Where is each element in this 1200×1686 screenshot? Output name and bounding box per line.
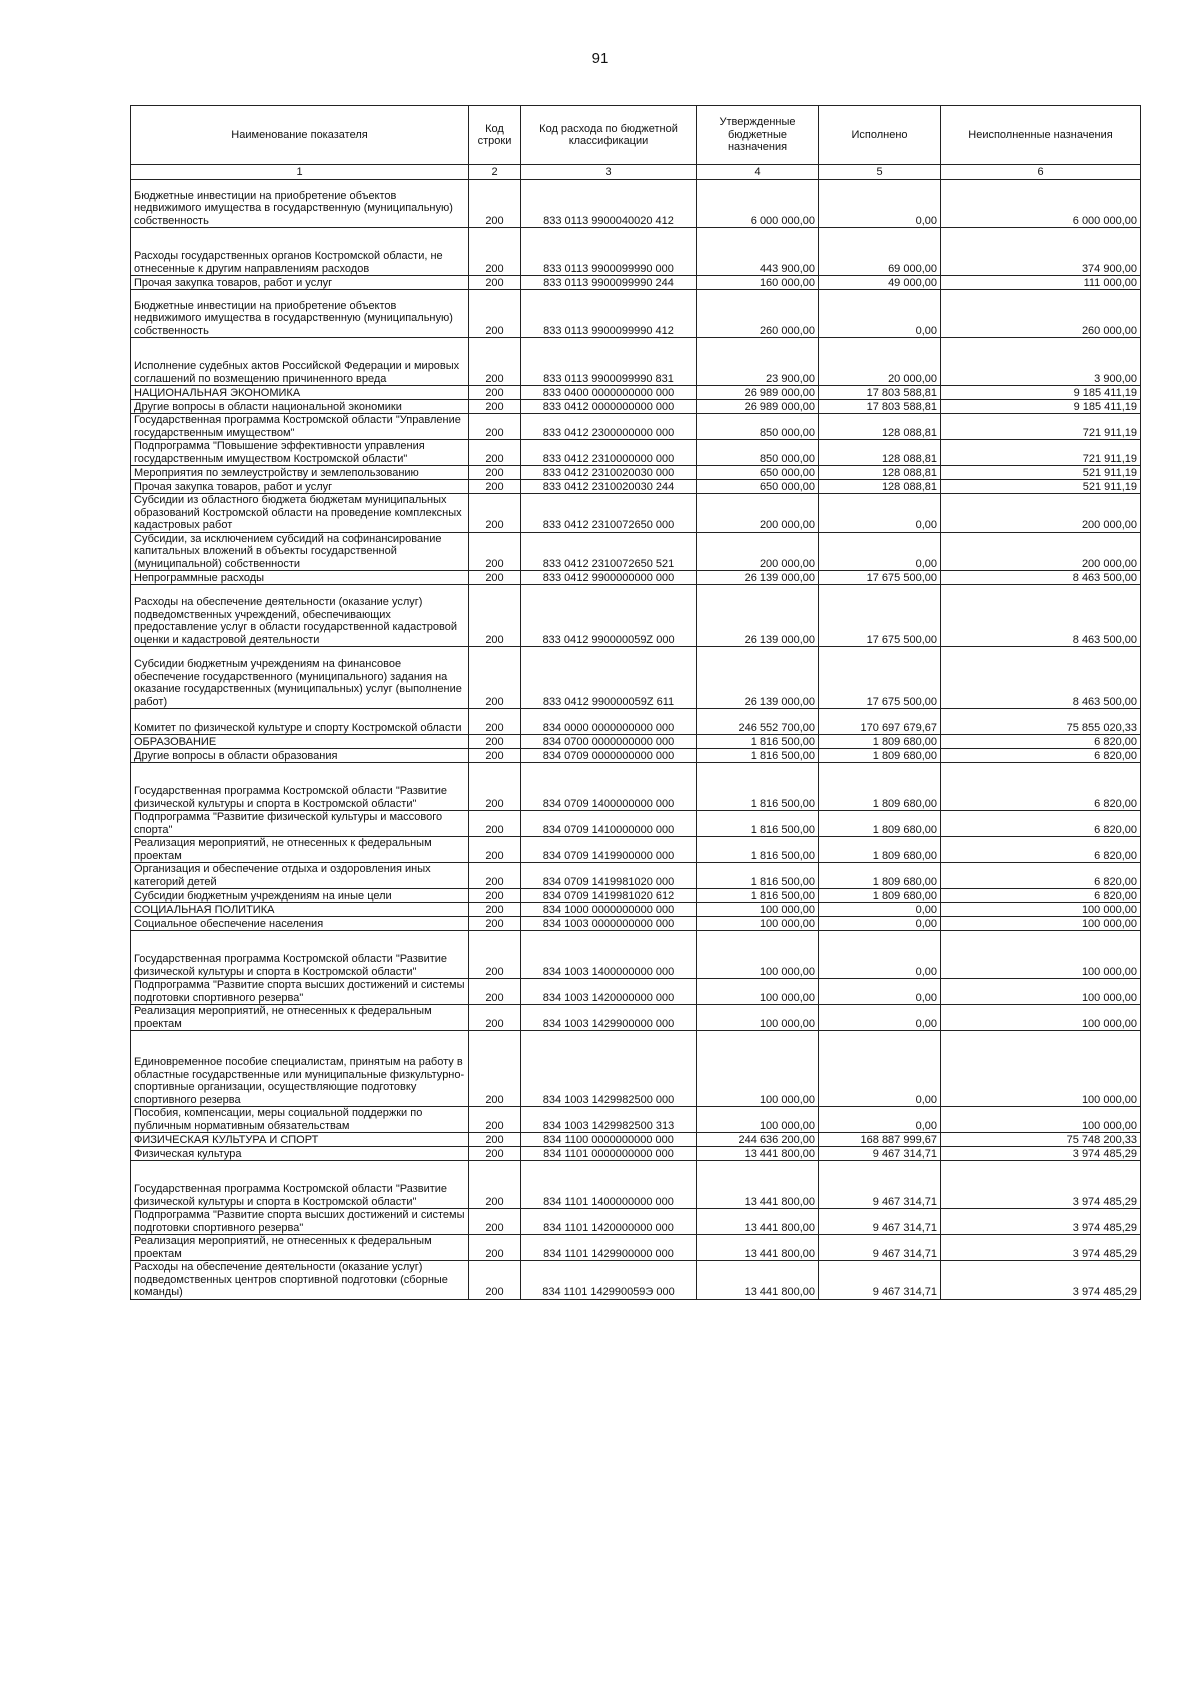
row-unexecuted-amount: 100 000,00 xyxy=(941,1005,1141,1031)
row-approved-amount: 650 000,00 xyxy=(697,480,819,494)
table-row xyxy=(131,585,1141,647)
row-line-code: 200 xyxy=(469,837,521,863)
row-line-code: 200 xyxy=(469,290,521,338)
row-approved-amount: 100 000,00 xyxy=(697,1005,819,1031)
row-name: ФИЗИЧЕСКАЯ КУЛЬТУРА И СПОРТ xyxy=(131,1133,469,1147)
row-executed-amount: 0,00 xyxy=(819,979,941,1005)
row-unexecuted-amount: 6 820,00 xyxy=(941,889,1141,903)
row-executed-amount: 0,00 xyxy=(819,1107,941,1133)
row-approved-amount: 200 000,00 xyxy=(697,532,819,571)
row-executed-amount: 17 675 500,00 xyxy=(819,571,941,585)
header-classification: Код расхода по бюджетной классификации xyxy=(521,106,697,165)
table-row xyxy=(131,1107,1141,1133)
row-classification-code: 834 1003 1429982500 000 xyxy=(521,1031,697,1107)
table-row xyxy=(131,709,1141,735)
row-line-code: 200 xyxy=(469,917,521,931)
row-approved-amount: 100 000,00 xyxy=(697,903,819,917)
row-unexecuted-amount: 6 820,00 xyxy=(941,763,1141,811)
row-name: Государственная программа Костромской области "Развитие физической культуры и спорта в Костромской области" xyxy=(131,763,469,811)
row-name: Государственная программа Костромской области "Развитие физической культуры и спорта в Костромской области" xyxy=(131,931,469,979)
table-row xyxy=(131,466,1141,480)
row-unexecuted-amount: 9 185 411,19 xyxy=(941,386,1141,400)
row-executed-amount: 1 809 680,00 xyxy=(819,749,941,763)
row-unexecuted-amount: 100 000,00 xyxy=(941,931,1141,979)
row-classification-code: 834 1000 0000000000 000 xyxy=(521,903,697,917)
row-executed-amount: 17 675 500,00 xyxy=(819,647,941,709)
row-line-code: 200 xyxy=(469,1261,521,1300)
row-unexecuted-amount: 6 000 000,00 xyxy=(941,180,1141,228)
row-unexecuted-amount: 100 000,00 xyxy=(941,979,1141,1005)
table-row xyxy=(131,1005,1141,1031)
row-classification-code: 834 1101 1400000000 000 xyxy=(521,1161,697,1209)
row-classification-code: 834 1101 142990059Э 000 xyxy=(521,1261,697,1300)
row-unexecuted-amount: 111 000,00 xyxy=(941,276,1141,290)
row-line-code: 200 xyxy=(469,889,521,903)
row-unexecuted-amount: 521 911,19 xyxy=(941,480,1141,494)
row-unexecuted-amount: 6 820,00 xyxy=(941,863,1141,889)
row-name: Расходы государственных органов Костромской области, не отнесенные к другим направлениям расходов xyxy=(131,228,469,276)
row-classification-code: 833 0412 990000059Z 611 xyxy=(521,647,697,709)
table-row xyxy=(131,931,1141,979)
row-name: Организация и обеспечение отдыха и оздоровления иных категорий детей xyxy=(131,863,469,889)
table-row xyxy=(131,979,1141,1005)
table-row xyxy=(131,532,1141,571)
row-name: Реализация мероприятий, не отнесенных к федеральным проектам xyxy=(131,1235,469,1261)
row-executed-amount: 128 088,81 xyxy=(819,414,941,440)
budget-execution-table xyxy=(130,105,1141,1300)
row-name: Субсидии из областного бюджета бюджетам муниципальных образований Костромской области на проведение комплексных кадастровых работ xyxy=(131,494,469,533)
table-row xyxy=(131,180,1141,228)
column-number-row xyxy=(131,165,1141,180)
row-executed-amount: 0,00 xyxy=(819,180,941,228)
row-executed-amount: 49 000,00 xyxy=(819,276,941,290)
row-name: Расходы на обеспечение деятельности (оказание услуг) подведомственных учреждений, обеспечивающих предоставление услуг в области государственной кадастровой оценки и кадастровой деятельности xyxy=(131,585,469,647)
row-name: Субсидии бюджетным учреждениям на финансовое обеспечение государственного (муниципального) задания на оказание государственных (муниципальных) услуг (выполнение работ) xyxy=(131,647,469,709)
row-classification-code: 833 0400 0000000000 000 xyxy=(521,386,697,400)
row-classification-code: 834 0709 1410000000 000 xyxy=(521,811,697,837)
row-executed-amount: 0,00 xyxy=(819,1031,941,1107)
row-classification-code: 833 0412 990000059Z 000 xyxy=(521,585,697,647)
row-line-code: 200 xyxy=(469,735,521,749)
row-line-code: 200 xyxy=(469,180,521,228)
table-row xyxy=(131,1235,1141,1261)
row-unexecuted-amount: 75 748 200,33 xyxy=(941,1133,1141,1147)
row-classification-code: 834 0700 0000000000 000 xyxy=(521,735,697,749)
row-unexecuted-amount: 260 000,00 xyxy=(941,290,1141,338)
row-approved-amount: 1 816 500,00 xyxy=(697,889,819,903)
table-row xyxy=(131,290,1141,338)
row-name: Подпрограмма "Развитие спорта высших достижений и системы подготовки спортивного резерва" xyxy=(131,979,469,1005)
row-classification-code: 833 0412 2310072650 000 xyxy=(521,494,697,533)
row-unexecuted-amount: 75 855 020,33 xyxy=(941,709,1141,735)
row-executed-amount: 0,00 xyxy=(819,903,941,917)
table-row xyxy=(131,837,1141,863)
table-body xyxy=(131,180,1141,1300)
row-approved-amount: 26 139 000,00 xyxy=(697,571,819,585)
row-classification-code: 833 0113 9900099990 244 xyxy=(521,276,697,290)
row-unexecuted-amount: 6 820,00 xyxy=(941,837,1141,863)
row-executed-amount: 168 887 999,67 xyxy=(819,1133,941,1147)
row-approved-amount: 26 989 000,00 xyxy=(697,386,819,400)
column-number: 6 xyxy=(941,165,1141,180)
row-line-code: 200 xyxy=(469,386,521,400)
row-unexecuted-amount: 100 000,00 xyxy=(941,917,1141,931)
table-row xyxy=(131,647,1141,709)
row-executed-amount: 0,00 xyxy=(819,917,941,931)
row-name: Исполнение судебных актов Российской Федерации и мировых соглашений по возмещению причиненного вреда xyxy=(131,338,469,386)
table-row xyxy=(131,494,1141,533)
row-unexecuted-amount: 8 463 500,00 xyxy=(941,585,1141,647)
row-classification-code: 833 0113 9900040020 412 xyxy=(521,180,697,228)
column-number: 4 xyxy=(697,165,819,180)
row-executed-amount: 0,00 xyxy=(819,931,941,979)
column-number: 3 xyxy=(521,165,697,180)
row-unexecuted-amount: 100 000,00 xyxy=(941,1107,1141,1133)
table-row xyxy=(131,1261,1141,1300)
row-executed-amount: 17 675 500,00 xyxy=(819,585,941,647)
row-classification-code: 834 1101 1429900000 000 xyxy=(521,1235,697,1261)
table-row xyxy=(131,863,1141,889)
row-unexecuted-amount: 6 820,00 xyxy=(941,735,1141,749)
row-approved-amount: 1 816 500,00 xyxy=(697,863,819,889)
row-unexecuted-amount: 3 974 485,29 xyxy=(941,1235,1141,1261)
table-row xyxy=(131,440,1141,466)
row-unexecuted-amount: 100 000,00 xyxy=(941,1031,1141,1107)
table-row xyxy=(131,903,1141,917)
row-approved-amount: 26 139 000,00 xyxy=(697,647,819,709)
column-number: 1 xyxy=(131,165,469,180)
row-approved-amount: 650 000,00 xyxy=(697,466,819,480)
row-line-code: 200 xyxy=(469,338,521,386)
row-classification-code: 834 1003 1400000000 000 xyxy=(521,931,697,979)
row-name: Подпрограмма "Повышение эффективности управления государственным имуществом Костромской области" xyxy=(131,440,469,466)
row-classification-code: 833 0113 9900099990 000 xyxy=(521,228,697,276)
row-classification-code: 834 0709 0000000000 000 xyxy=(521,749,697,763)
row-line-code: 200 xyxy=(469,1031,521,1107)
row-classification-code: 834 0000 0000000000 000 xyxy=(521,709,697,735)
row-unexecuted-amount: 200 000,00 xyxy=(941,532,1141,571)
row-unexecuted-amount: 9 185 411,19 xyxy=(941,400,1141,414)
row-classification-code: 834 0709 1419981020 000 xyxy=(521,863,697,889)
row-approved-amount: 6 000 000,00 xyxy=(697,180,819,228)
row-line-code: 200 xyxy=(469,979,521,1005)
row-name: Субсидии, за исключением субсидий на софинансирование капитальных вложений в объекты государственной (муниципальной) собственности xyxy=(131,532,469,571)
row-name: Другие вопросы в области образования xyxy=(131,749,469,763)
row-executed-amount: 69 000,00 xyxy=(819,228,941,276)
row-classification-code: 834 1003 0000000000 000 xyxy=(521,917,697,931)
row-executed-amount: 170 697 679,67 xyxy=(819,709,941,735)
row-executed-amount: 9 467 314,71 xyxy=(819,1147,941,1161)
row-line-code: 200 xyxy=(469,228,521,276)
row-name: Бюджетные инвестиции на приобретение объектов недвижимого имущества в государственную (муниципальную) собственность xyxy=(131,290,469,338)
row-line-code: 200 xyxy=(469,532,521,571)
row-executed-amount: 9 467 314,71 xyxy=(819,1235,941,1261)
row-classification-code: 834 1100 0000000000 000 xyxy=(521,1133,697,1147)
table-row xyxy=(131,338,1141,386)
header-row xyxy=(131,106,1141,165)
row-executed-amount: 0,00 xyxy=(819,1005,941,1031)
row-executed-amount: 9 467 314,71 xyxy=(819,1261,941,1300)
header-name: Наименование показателя xyxy=(131,106,469,165)
row-line-code: 200 xyxy=(469,571,521,585)
row-classification-code: 834 0709 1419981020 612 xyxy=(521,889,697,903)
table-row xyxy=(131,1133,1141,1147)
row-classification-code: 834 0709 1400000000 000 xyxy=(521,763,697,811)
row-name: Физическая культура xyxy=(131,1147,469,1161)
row-unexecuted-amount: 6 820,00 xyxy=(941,749,1141,763)
row-name: Социальное обеспечение населения xyxy=(131,917,469,931)
header-line-code: Код строки xyxy=(469,106,521,165)
row-unexecuted-amount: 3 974 485,29 xyxy=(941,1261,1141,1300)
row-approved-amount: 100 000,00 xyxy=(697,1107,819,1133)
row-name: Подпрограмма "Развитие спорта высших достижений и системы подготовки спортивного резерва" xyxy=(131,1209,469,1235)
row-name: Пособия, компенсации, меры социальной поддержки по публичным нормативным обязательствам xyxy=(131,1107,469,1133)
row-approved-amount: 100 000,00 xyxy=(697,979,819,1005)
row-executed-amount: 128 088,81 xyxy=(819,440,941,466)
row-approved-amount: 160 000,00 xyxy=(697,276,819,290)
row-executed-amount: 128 088,81 xyxy=(819,480,941,494)
row-executed-amount: 17 803 588,81 xyxy=(819,386,941,400)
row-executed-amount: 128 088,81 xyxy=(819,466,941,480)
row-line-code: 200 xyxy=(469,1107,521,1133)
row-name: Государственная программа Костромской области "Развитие физической культуры и спорта в Костромской области" xyxy=(131,1161,469,1209)
row-classification-code: 833 0113 9900099990 412 xyxy=(521,290,697,338)
row-line-code: 200 xyxy=(469,400,521,414)
row-approved-amount: 100 000,00 xyxy=(697,931,819,979)
row-unexecuted-amount: 374 900,00 xyxy=(941,228,1141,276)
table-row xyxy=(131,1161,1141,1209)
row-executed-amount: 0,00 xyxy=(819,494,941,533)
row-classification-code: 834 1003 1429900000 000 xyxy=(521,1005,697,1031)
row-approved-amount: 850 000,00 xyxy=(697,414,819,440)
row-executed-amount: 20 000,00 xyxy=(819,338,941,386)
row-classification-code: 834 0709 1419900000 000 xyxy=(521,837,697,863)
row-line-code: 200 xyxy=(469,1005,521,1031)
page-number: 91 xyxy=(591,50,609,67)
row-approved-amount: 1 816 500,00 xyxy=(697,735,819,749)
row-name: Прочая закупка товаров, работ и услуг xyxy=(131,276,469,290)
row-approved-amount: 1 816 500,00 xyxy=(697,749,819,763)
table-row xyxy=(131,1147,1141,1161)
header-approved: Утвержденные бюджетные назначения xyxy=(697,106,819,165)
row-line-code: 200 xyxy=(469,931,521,979)
table-row xyxy=(131,811,1141,837)
row-approved-amount: 260 000,00 xyxy=(697,290,819,338)
header-executed: Исполнено xyxy=(819,106,941,165)
table-row xyxy=(131,917,1141,931)
row-name: Реализация мероприятий, не отнесенных к федеральным проектам xyxy=(131,837,469,863)
row-line-code: 200 xyxy=(469,414,521,440)
row-name: Государственная программа Костромской области "Управление государственным имуществом" xyxy=(131,414,469,440)
row-unexecuted-amount: 3 974 485,29 xyxy=(941,1209,1141,1235)
row-approved-amount: 26 139 000,00 xyxy=(697,585,819,647)
row-classification-code: 834 1101 0000000000 000 xyxy=(521,1147,697,1161)
row-approved-amount: 850 000,00 xyxy=(697,440,819,466)
row-name: Комитет по физической культуре и спорту Костромской области xyxy=(131,709,469,735)
row-executed-amount: 1 809 680,00 xyxy=(819,735,941,749)
row-name: Мероприятия по землеустройству и землепользованию xyxy=(131,466,469,480)
row-executed-amount: 1 809 680,00 xyxy=(819,863,941,889)
row-line-code: 200 xyxy=(469,440,521,466)
row-unexecuted-amount: 8 463 500,00 xyxy=(941,647,1141,709)
table-row xyxy=(131,735,1141,749)
row-classification-code: 833 0412 2300000000 000 xyxy=(521,414,697,440)
row-line-code: 200 xyxy=(469,763,521,811)
table-row xyxy=(131,228,1141,276)
row-executed-amount: 17 803 588,81 xyxy=(819,400,941,414)
row-executed-amount: 0,00 xyxy=(819,532,941,571)
row-approved-amount: 13 441 800,00 xyxy=(697,1209,819,1235)
row-name: Субсидии бюджетным учреждениям на иные цели xyxy=(131,889,469,903)
column-number: 5 xyxy=(819,165,941,180)
table-row xyxy=(131,400,1141,414)
row-approved-amount: 100 000,00 xyxy=(697,1031,819,1107)
row-name: Непрограммные расходы xyxy=(131,571,469,585)
row-name: Единовременное пособие специалистам, принятым на работу в областные государственные или муниципальные физкультурно-спортивные организации, осуществляющие подготовку спортивного резерва xyxy=(131,1031,469,1107)
row-line-code: 200 xyxy=(469,585,521,647)
row-approved-amount: 200 000,00 xyxy=(697,494,819,533)
row-line-code: 200 xyxy=(469,494,521,533)
row-classification-code: 833 0412 2310072650 521 xyxy=(521,532,697,571)
row-line-code: 200 xyxy=(469,647,521,709)
table-row xyxy=(131,749,1141,763)
row-line-code: 200 xyxy=(469,1235,521,1261)
row-approved-amount: 1 816 500,00 xyxy=(697,811,819,837)
row-approved-amount: 13 441 800,00 xyxy=(697,1261,819,1300)
row-executed-amount: 0,00 xyxy=(819,290,941,338)
row-line-code: 200 xyxy=(469,1209,521,1235)
row-classification-code: 834 1003 1429982500 313 xyxy=(521,1107,697,1133)
row-line-code: 200 xyxy=(469,466,521,480)
row-executed-amount: 1 809 680,00 xyxy=(819,837,941,863)
row-approved-amount: 246 552 700,00 xyxy=(697,709,819,735)
row-approved-amount: 13 441 800,00 xyxy=(697,1147,819,1161)
table-row xyxy=(131,1031,1141,1107)
row-executed-amount: 1 809 680,00 xyxy=(819,889,941,903)
table-row xyxy=(131,763,1141,811)
row-line-code: 200 xyxy=(469,749,521,763)
row-name: Реализация мероприятий, не отнесенных к федеральным проектам xyxy=(131,1005,469,1031)
row-approved-amount: 100 000,00 xyxy=(697,917,819,931)
row-classification-code: 834 1003 1420000000 000 xyxy=(521,979,697,1005)
row-executed-amount: 9 467 314,71 xyxy=(819,1209,941,1235)
row-unexecuted-amount: 721 911,19 xyxy=(941,440,1141,466)
row-classification-code: 833 0412 2310020030 244 xyxy=(521,480,697,494)
row-name: Бюджетные инвестиции на приобретение объектов недвижимого имущества в государственную (муниципальную) собственность xyxy=(131,180,469,228)
row-unexecuted-amount: 521 911,19 xyxy=(941,466,1141,480)
row-classification-code: 833 0412 9900000000 000 xyxy=(521,571,697,585)
row-approved-amount: 244 636 200,00 xyxy=(697,1133,819,1147)
row-classification-code: 834 1101 1420000000 000 xyxy=(521,1209,697,1235)
row-unexecuted-amount: 200 000,00 xyxy=(941,494,1141,533)
row-approved-amount: 1 816 500,00 xyxy=(697,763,819,811)
column-number: 2 xyxy=(469,165,521,180)
row-classification-code: 833 0412 2310000000 000 xyxy=(521,440,697,466)
row-line-code: 200 xyxy=(469,811,521,837)
row-line-code: 200 xyxy=(469,863,521,889)
row-unexecuted-amount: 3 974 485,29 xyxy=(941,1147,1141,1161)
row-approved-amount: 13 441 800,00 xyxy=(697,1235,819,1261)
row-unexecuted-amount: 8 463 500,00 xyxy=(941,571,1141,585)
row-line-code: 200 xyxy=(469,1133,521,1147)
row-unexecuted-amount: 3 900,00 xyxy=(941,338,1141,386)
row-approved-amount: 13 441 800,00 xyxy=(697,1161,819,1209)
row-classification-code: 833 0412 0000000000 000 xyxy=(521,400,697,414)
row-name: СОЦИАЛЬНАЯ ПОЛИТИКА xyxy=(131,903,469,917)
table-row xyxy=(131,414,1141,440)
table-row xyxy=(131,276,1141,290)
row-unexecuted-amount: 3 974 485,29 xyxy=(941,1161,1141,1209)
row-unexecuted-amount: 100 000,00 xyxy=(941,903,1141,917)
row-executed-amount: 1 809 680,00 xyxy=(819,811,941,837)
row-approved-amount: 26 989 000,00 xyxy=(697,400,819,414)
row-classification-code: 833 0113 9900099990 831 xyxy=(521,338,697,386)
row-classification-code: 833 0412 2310020030 000 xyxy=(521,466,697,480)
table-row xyxy=(131,571,1141,585)
row-executed-amount: 1 809 680,00 xyxy=(819,763,941,811)
row-name: Другие вопросы в области национальной экономики xyxy=(131,400,469,414)
row-line-code: 200 xyxy=(469,1147,521,1161)
header-unexecuted: Неисполненные назначения xyxy=(941,106,1141,165)
row-line-code: 200 xyxy=(469,1161,521,1209)
row-name: ОБРАЗОВАНИЕ xyxy=(131,735,469,749)
row-name: Подпрограмма "Развитие физической культуры и массового спорта" xyxy=(131,811,469,837)
row-executed-amount: 9 467 314,71 xyxy=(819,1161,941,1209)
row-name: Прочая закупка товаров, работ и услуг xyxy=(131,480,469,494)
row-approved-amount: 23 900,00 xyxy=(697,338,819,386)
table-row xyxy=(131,386,1141,400)
row-line-code: 200 xyxy=(469,903,521,917)
table-row xyxy=(131,480,1141,494)
row-unexecuted-amount: 6 820,00 xyxy=(941,811,1141,837)
row-line-code: 200 xyxy=(469,709,521,735)
row-approved-amount: 1 816 500,00 xyxy=(697,837,819,863)
row-line-code: 200 xyxy=(469,480,521,494)
row-approved-amount: 443 900,00 xyxy=(697,228,819,276)
row-name: Расходы на обеспечение деятельности (оказание услуг) подведомственных центров спортивной подготовки (сборные команды) xyxy=(131,1261,469,1300)
table-row xyxy=(131,1209,1141,1235)
table-row xyxy=(131,889,1141,903)
row-name: НАЦИОНАЛЬНАЯ ЭКОНОМИКА xyxy=(131,386,469,400)
row-line-code: 200 xyxy=(469,276,521,290)
row-unexecuted-amount: 721 911,19 xyxy=(941,414,1141,440)
